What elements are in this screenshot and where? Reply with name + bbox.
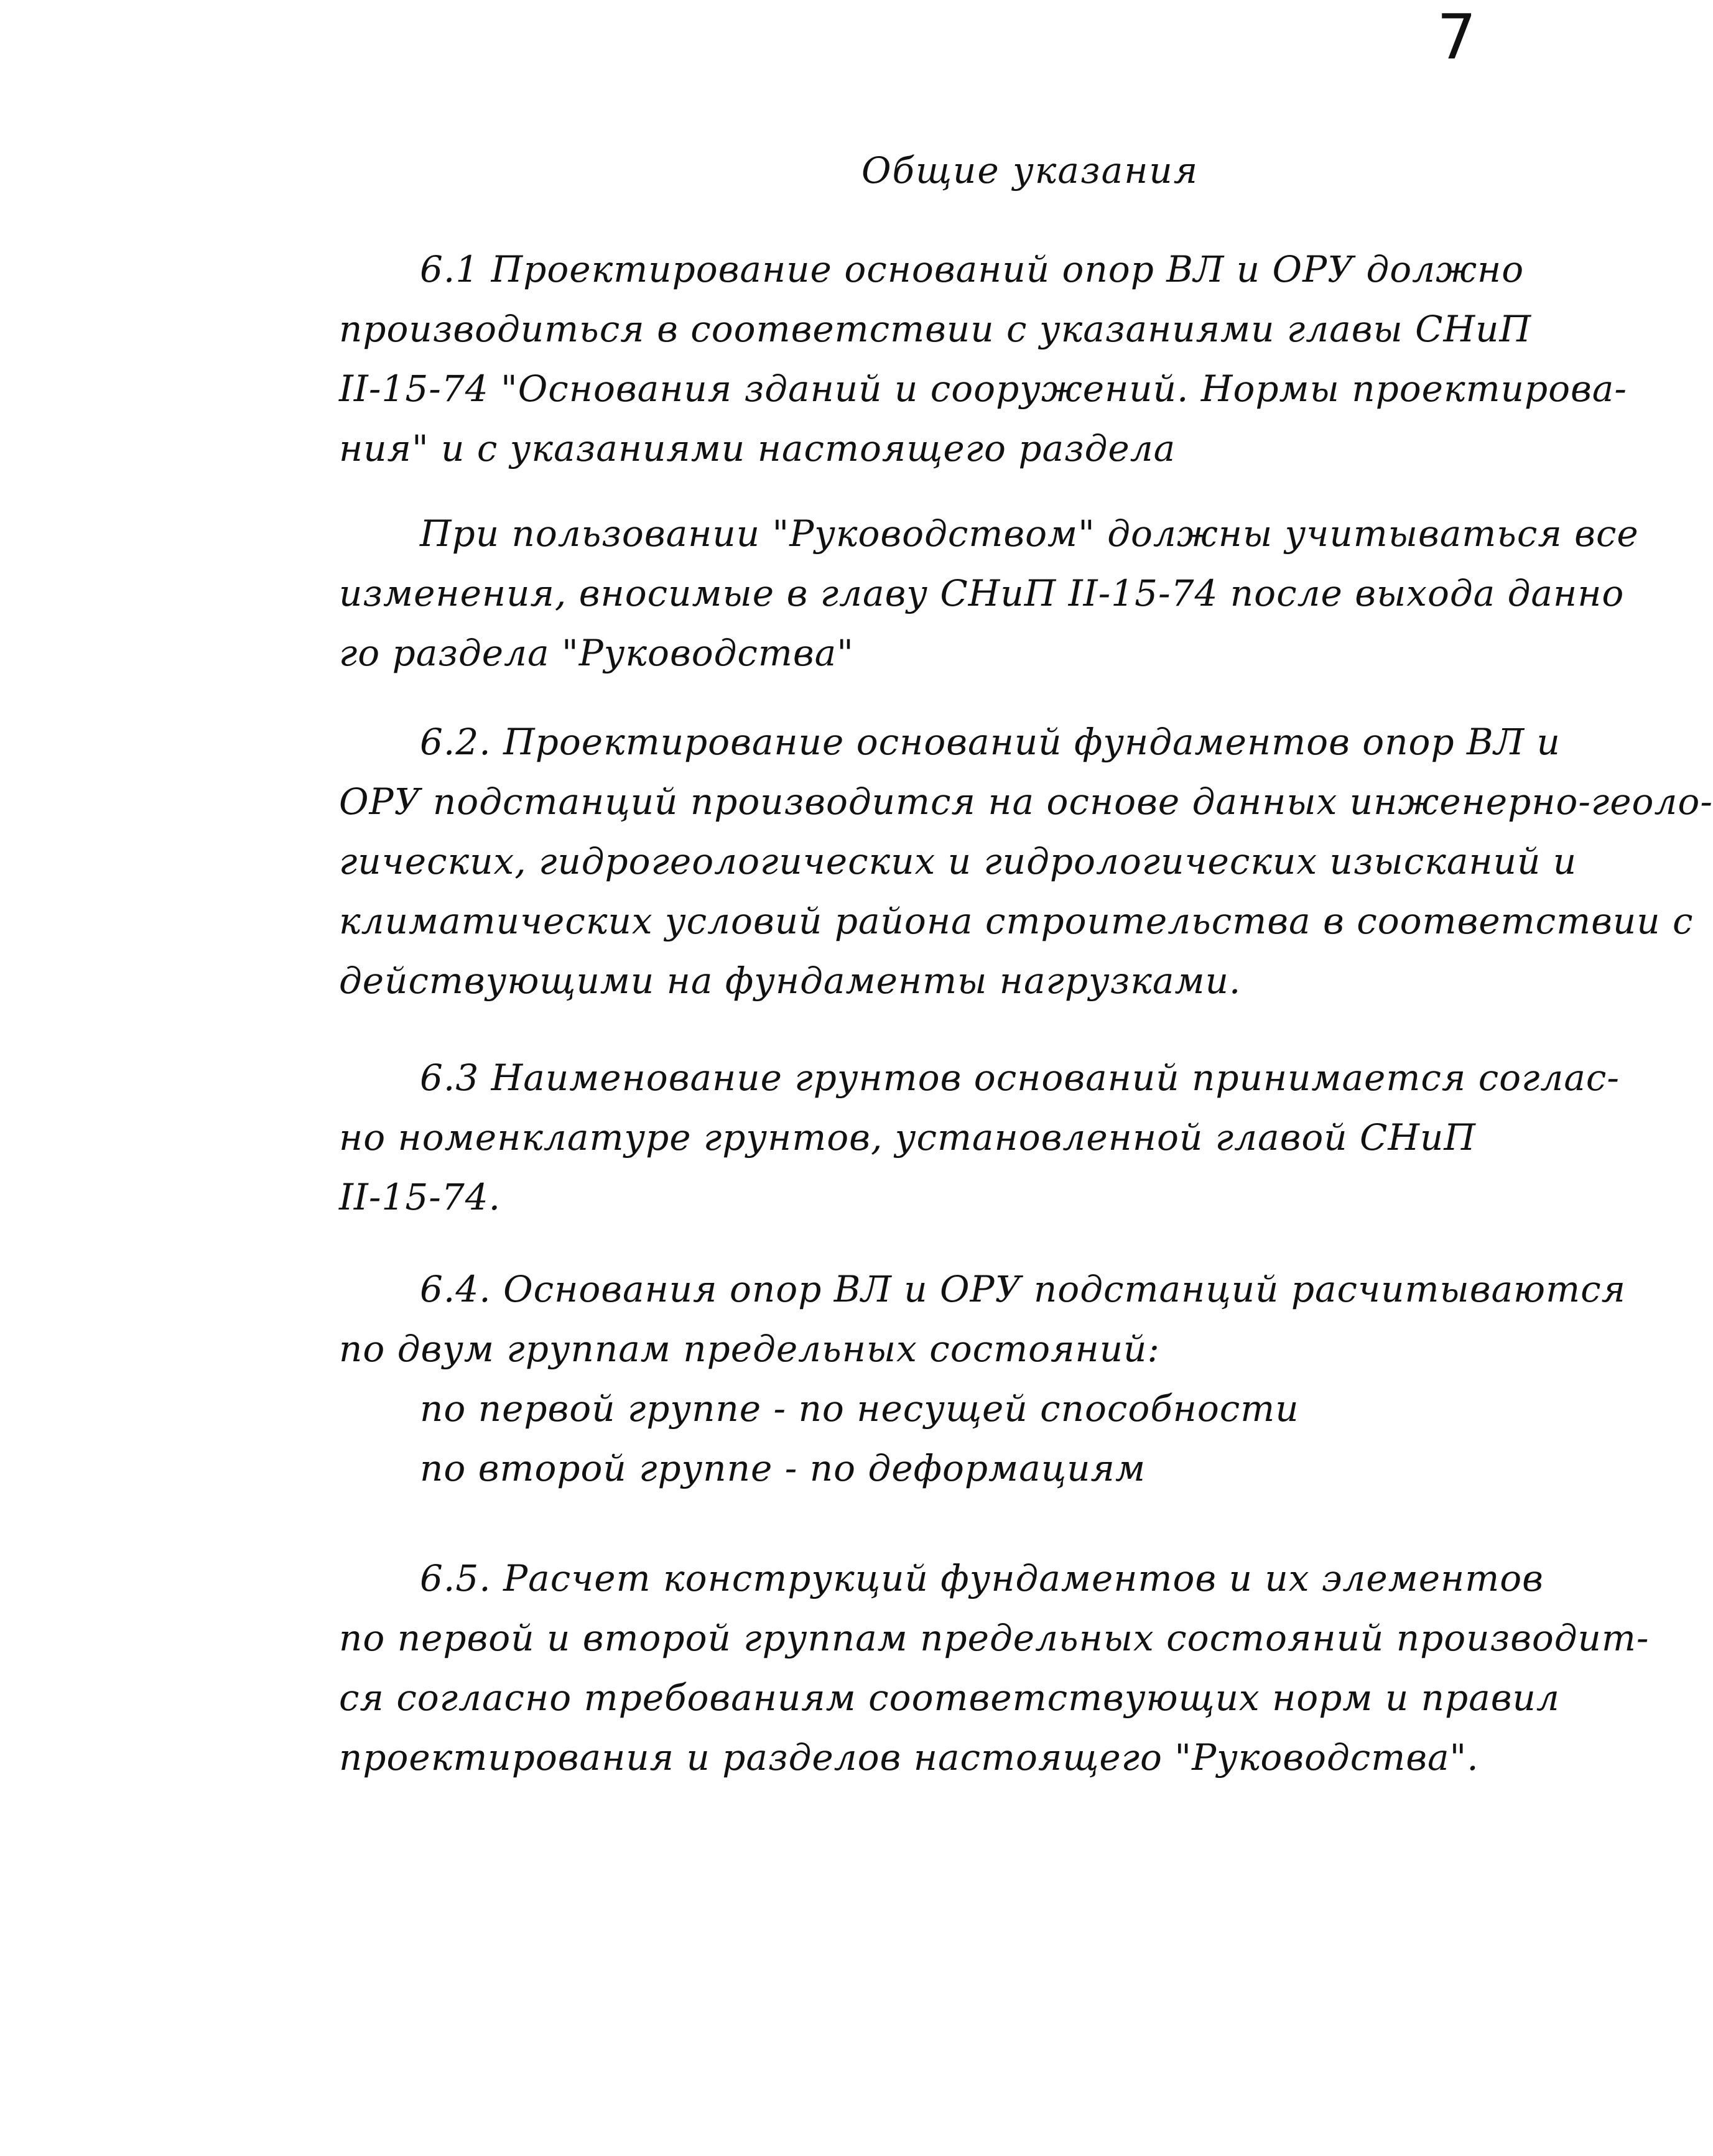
paragraph-line: по двум группам предельных состояний: [339,1328,1160,1370]
paragraph-line: гических, гидрогеологических и гидрологических изысканий и [339,840,1577,882]
paragraph-line: II-15-74. [339,1176,501,1218]
paragraph-line: 6.1 Проектирование оснований опор ВЛ и ОРУ должно [420,248,1525,290]
paragraph-6-1-note [339,504,1639,683]
paragraph-line: проектирования и разделов настоящего "Руководства". [339,1736,1479,1779]
paragraph-6-1 [339,239,1627,478]
paragraph-6-2 [339,712,1713,1011]
paragraph-6-4 [339,1259,1626,1498]
paragraph-line: 6.3 Наименование грунтов оснований принимается соглас- [420,1057,1620,1099]
paragraph-line: ся согласно требованиям соответствующих норм и правил [339,1677,1560,1719]
paragraph-line: действующими на фундаменты нагрузками. [339,960,1242,1002]
paragraph-line: ОРУ подстанций производится на основе данных инженерно-геоло- [339,780,1713,823]
paragraph-line: по первой и второй группам предельных состояний производит- [339,1617,1650,1659]
paragraph-line: по второй группе - по деформациям [420,1447,1146,1489]
paragraph-line: климатических условий района строительства в соответствии с [339,900,1694,942]
paragraph-line: но номенклатуре грунтов, установленной главой СНиП [339,1116,1476,1159]
paragraph-6-3 [339,1048,1620,1227]
paragraph-line: ния" и с указаниями настоящего раздела [339,427,1176,470]
paragraph-line: 6.5. Расчет конструкций фундаментов и их элементов [420,1557,1544,1599]
paragraph-line: производиться в соответствии с указаниями главы СНиП [339,308,1532,350]
paragraph-line: При пользовании "Руководством" должны учитываться все [420,512,1639,555]
paragraph-line: 6.2. Проектирование оснований фундаментов опор ВЛ и [420,721,1561,763]
paragraph-line: по первой группе - по несущей способности [420,1387,1299,1430]
paragraph-line: го раздела "Руководства" [339,632,854,674]
paragraph-line: изменения, вносимые в главу СНиП II-15-74 после выхода данно [339,572,1625,614]
section-heading: Общие указания [861,149,1199,192]
page-number: 7 [1437,1,1477,73]
paragraph-line: II-15-74 "Основания зданий и сооружений. Нормы проектирова- [339,368,1627,410]
paragraph-6-5 [339,1548,1650,1787]
paragraph-line: 6.4. Основания опор ВЛ и ОРУ подстанций расчитываются [420,1268,1626,1310]
